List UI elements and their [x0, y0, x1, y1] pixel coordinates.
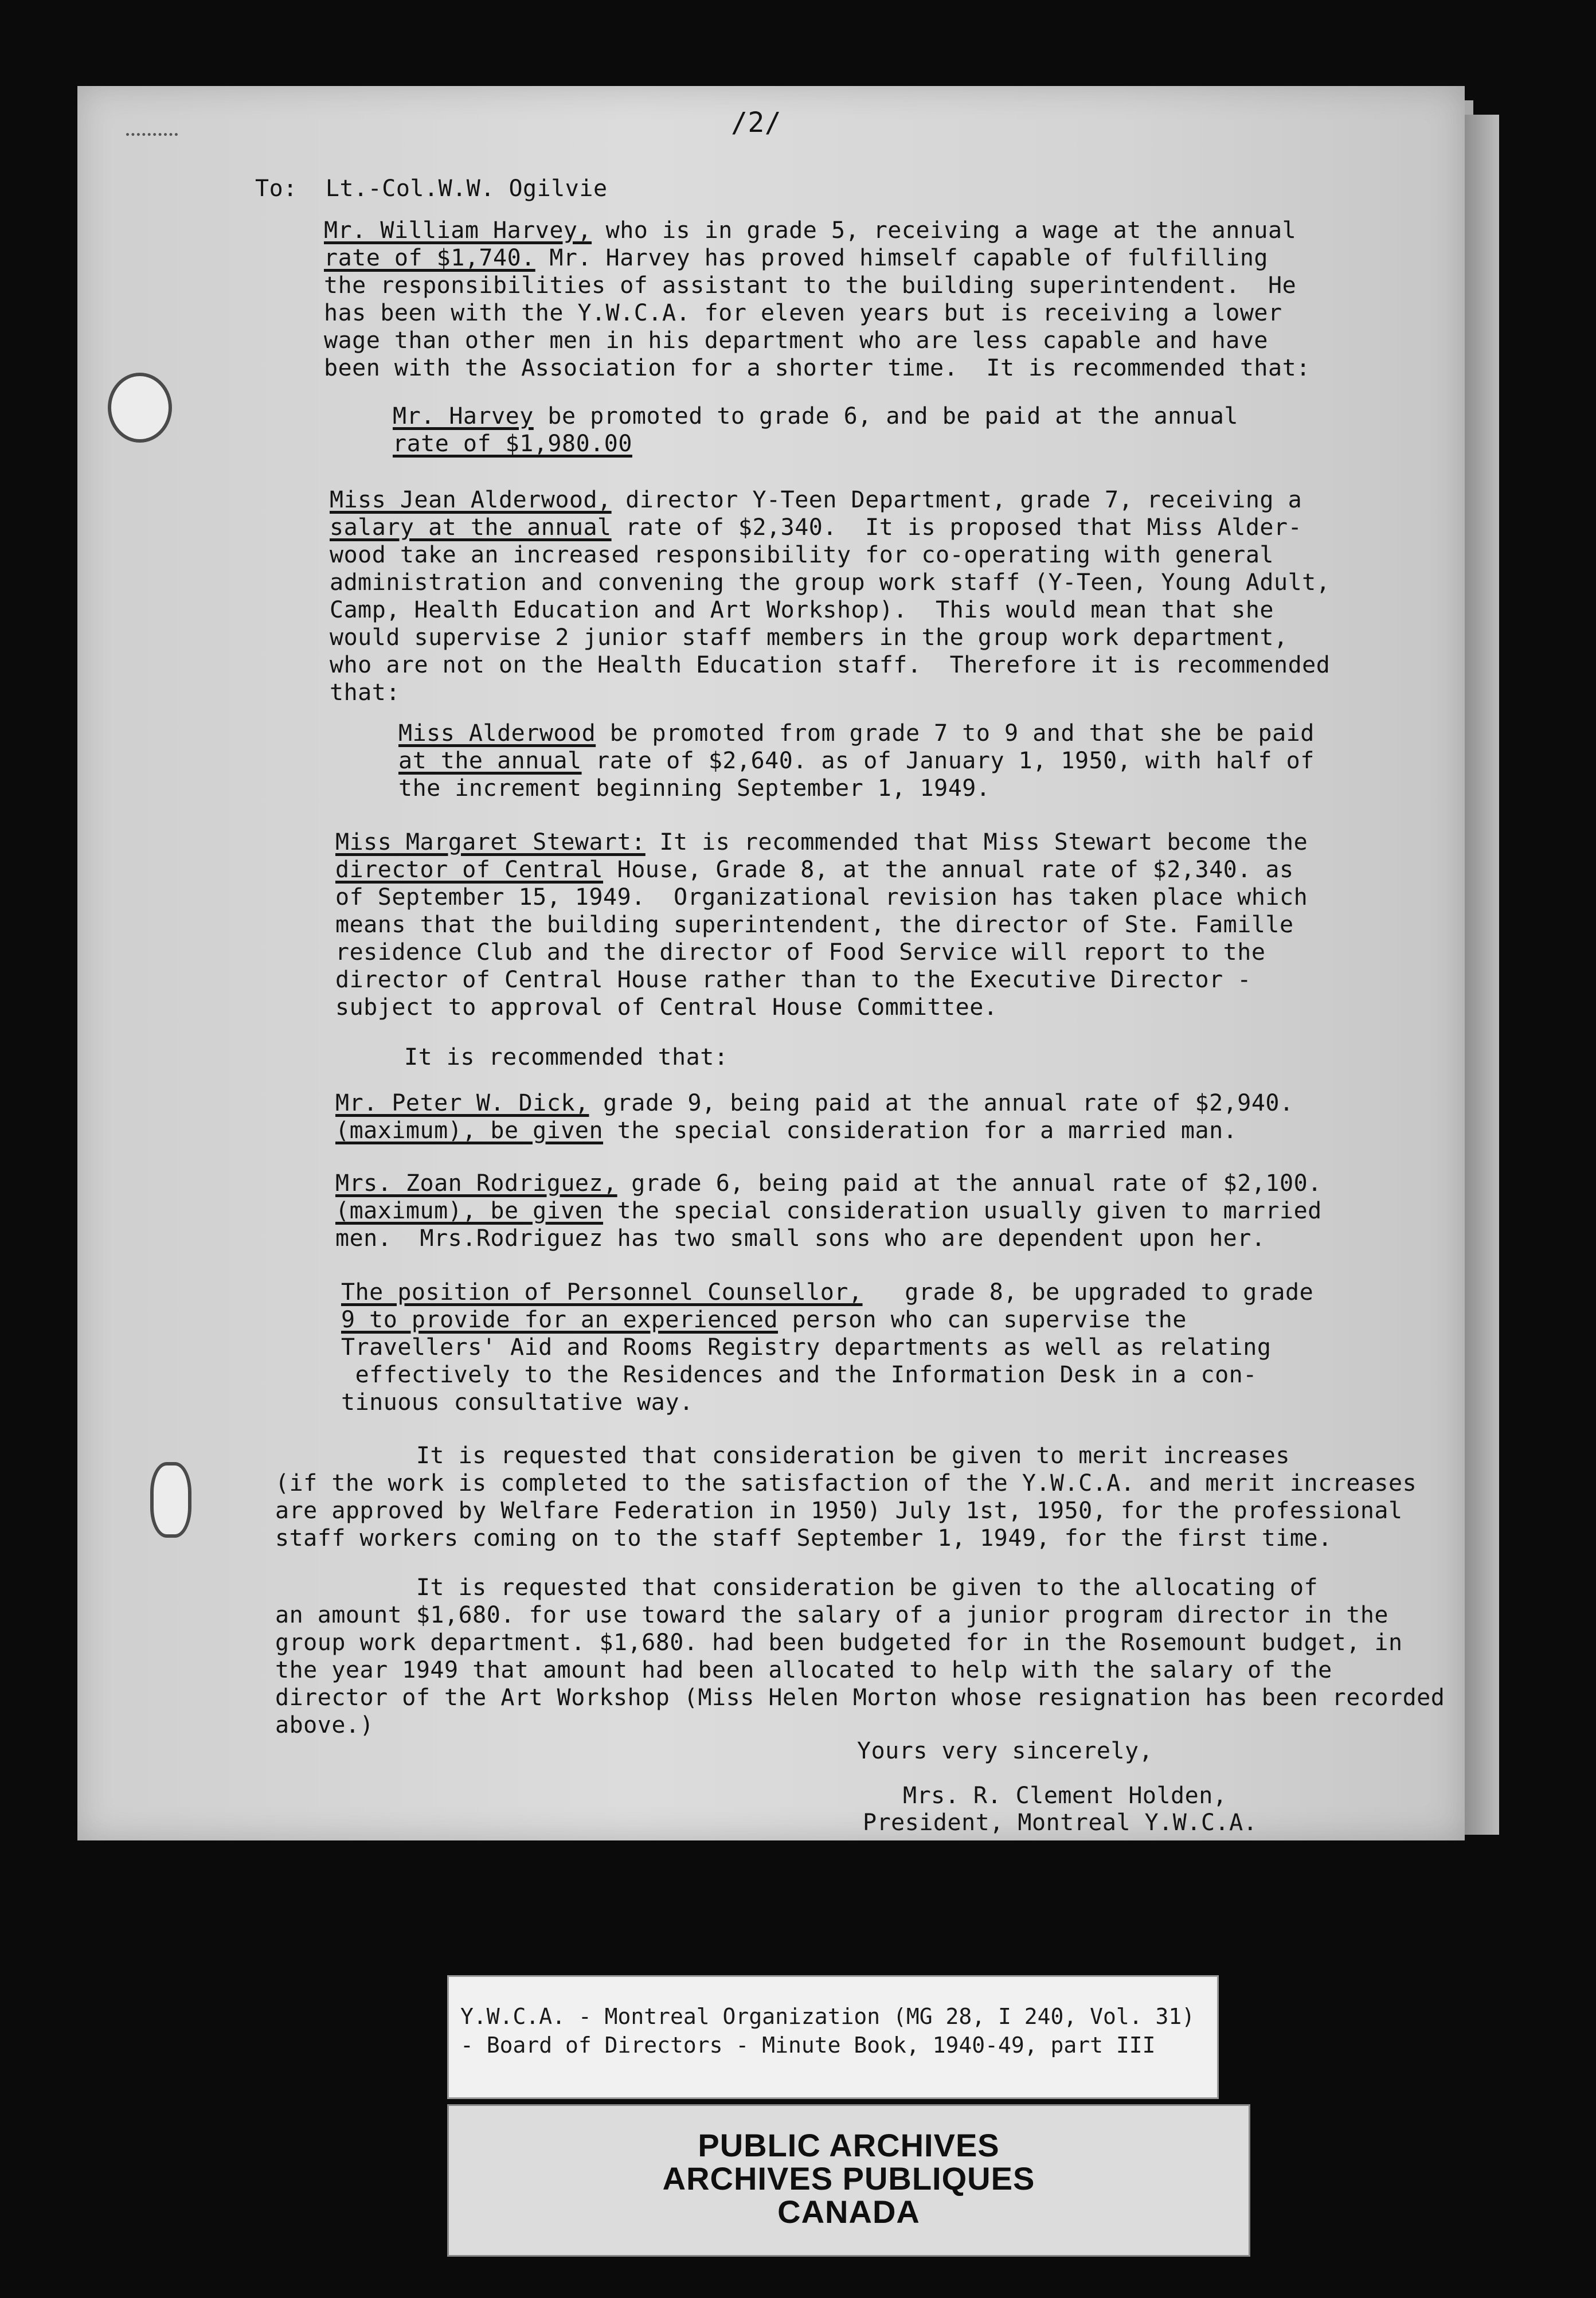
dick-maximum: (maximum), be given	[335, 1117, 604, 1144]
sheet-edge	[1465, 115, 1499, 1835]
harvey-paragraph	[324, 217, 1311, 382]
harvey-rec-line2: rate of $1,980.00	[393, 431, 632, 457]
counsellor-line4: effectively to the Residences and the Information Desk in a con-	[341, 1362, 1257, 1388]
stewart-line5: residence Club and the director of Food Service will report to the	[335, 939, 1266, 966]
harvey-line5: wage than other men in his department who are less capable and have	[324, 327, 1268, 354]
page-number: /2/	[731, 107, 782, 139]
counsellor-line5: tinuous consultative way.	[341, 1389, 694, 1416]
stewart-director: director of Central	[335, 857, 604, 883]
allocating-line4: the year 1949 that amount had been allocated to help with the salary of the	[275, 1657, 1332, 1683]
dick-name: Mr. Peter W. Dick,	[335, 1090, 589, 1116]
harvey-rate: rate of $1,740.	[324, 245, 535, 271]
alderwood-line3: wood take an increased responsibility for co-operating with general	[330, 542, 1274, 568]
counsellor-paragraph	[341, 1279, 1313, 1416]
alderwood-line1: director Y-Teen Department, grade 7, receiving a	[611, 487, 1302, 513]
alderwood-name: Miss Jean Alderwood,	[330, 487, 612, 513]
harvey-line1: who is in grade 5, receiving a wage at the annual	[592, 217, 1297, 244]
rodriguez-line3: men. Mrs.Rodriguez has two small sons who are dependent upon her.	[335, 1225, 1266, 1252]
allocating-line5: director of the Art Workshop (Miss Helen Morton whose resignation has been recorded	[275, 1685, 1445, 1711]
stewart-line7: subject to approval of Central House Committee.	[335, 994, 998, 1021]
stamp-line3: CANADA	[777, 2194, 920, 2230]
harvey-rec-name: Mr. Harvey	[393, 403, 534, 429]
rodriguez-name: Mrs. Zoan Rodriguez,	[335, 1170, 617, 1197]
harvey-name: Mr. William Harvey,	[324, 217, 592, 244]
alderwood-line7: who are not on the Health Education staff. Therefore it is recommended	[330, 652, 1331, 678]
signature-name: Mrs. R. Clement Holden,	[903, 1783, 1227, 1809]
allocating-line1: It is requested that consideration be given to the allocating of	[275, 1574, 1319, 1601]
alderwood-line4: administration and convening the group work staff (Y-Teen, Young Adult,	[330, 569, 1331, 596]
rodriguez-paragraph	[335, 1170, 1322, 1252]
alderwood-rec-name: Miss Alderwood	[398, 720, 596, 747]
counsellor-line3: Travellers' Aid and Rooms Registry departments as well as relating	[341, 1334, 1272, 1361]
merit-line2: (if the work is completed to the satisfaction of the Y.W.C.A. and merit increases	[275, 1470, 1417, 1496]
stewart-line1: It is recommended that Miss Stewart become the	[645, 829, 1308, 855]
stewart-line3: of September 15, 1949. Organizational revision has taken place which	[335, 884, 1308, 910]
merit-line3: are approved by Welfare Federation in 1950) July 1st, 1950, for the professional	[275, 1498, 1403, 1524]
alderwood-rec-line2: rate of $2,640. as of January 1, 1950, with half of	[581, 748, 1315, 774]
archive-label-line1: Y.W.C.A. - Montreal Organization (MG 28, I 240, Vol. 31)	[460, 2004, 1195, 2029]
archive-label	[447, 1975, 1219, 2099]
rodriguez-maximum: (maximum), be given	[335, 1198, 604, 1224]
signature-title: President, Montreal Y.W.C.A.	[863, 1810, 1258, 1836]
to-line: To: Lt.-Col.W.W. Ogilvie	[255, 175, 608, 202]
rodriguez-line1: grade 6, being paid at the annual rate of $2,100.	[617, 1170, 1322, 1197]
merit-paragraph	[275, 1442, 1417, 1552]
counsellor-line2: person who can supervise the	[778, 1307, 1187, 1333]
alderwood-recommendation	[398, 720, 1315, 802]
recommended-intro: It is recommended that:	[404, 1044, 729, 1070]
stewart-paragraph	[335, 828, 1308, 1021]
punch-hole-top	[108, 373, 172, 443]
stewart-name: Miss Margaret Stewart:	[335, 829, 646, 855]
alderwood-rec-line1: be promoted from grade 7 to 9 and that she be paid	[596, 720, 1315, 747]
alderwood-paragraph	[330, 486, 1330, 706]
alderwood-line2: rate of $2,340. It is proposed that Miss Alder-	[611, 514, 1302, 541]
harvey-line3: the responsibilities of assistant to the building superintendent. He	[324, 272, 1297, 299]
closing: Yours very sincerely,	[857, 1738, 1153, 1764]
stamp-line1: PUBLIC ARCHIVES	[698, 2127, 1000, 2163]
dick-paragraph	[335, 1089, 1294, 1144]
harvey-recommendation	[393, 402, 1238, 458]
stewart-line6: director of Central House rather than to the Executive Director -	[335, 967, 1251, 993]
counsellor-provide: 9 to provide for an experienced	[341, 1307, 779, 1333]
rodriguez-line2: the special consideration usually given to married	[603, 1198, 1322, 1224]
counsellor-line1: grade 8, be upgraded to grade	[862, 1279, 1314, 1306]
dick-line2: the special consideration for a married man.	[603, 1117, 1238, 1144]
stewart-line4: means that the building superintendent, the director of Ste. Famille	[335, 912, 1294, 938]
allocating-paragraph	[275, 1574, 1445, 1739]
punch-hole-bottom	[150, 1462, 191, 1538]
alderwood-rec-line3: the increment beginning September 1, 1949.	[398, 775, 991, 802]
harvey-line2: Mr. Harvey has proved himself capable of fulfilling	[535, 245, 1268, 271]
merit-line1: It is requested that consideration be given to merit increases	[275, 1443, 1290, 1469]
stewart-line2: House, Grade 8, at the annual rate of $2,340. as	[603, 857, 1294, 883]
alderwood-rec-annual: at the annual	[398, 748, 582, 774]
allocating-line2: an amount $1,680. for use toward the salary of a junior program director in the	[275, 1602, 1388, 1628]
alderwood-line5: Camp, Health Education and Art Workshop). This would mean that she	[330, 597, 1274, 623]
alderwood-line8: that:	[330, 679, 400, 706]
alderwood-salary: salary at the annual	[330, 514, 612, 541]
allocating-line6: above.)	[275, 1712, 374, 1738]
harvey-line6: been with the Association for a shorter time. It is recommended that:	[324, 355, 1311, 381]
archive-label-line2: - Board of Directors - Minute Book, 1940-49, part III	[460, 2033, 1156, 2058]
alderwood-line6: would supervise 2 junior staff members in the group work department,	[330, 624, 1288, 651]
archive-stamp	[447, 2104, 1250, 2257]
dick-line1: grade 9, being paid at the annual rate of $2,940.	[589, 1090, 1294, 1116]
counsellor-name: The position of Personnel Counsellor,	[341, 1279, 863, 1306]
harvey-rec-line1: be promoted to grade 6, and be paid at the annual	[533, 403, 1238, 429]
stamp-line2: ARCHIVES PUBLIQUES	[662, 2160, 1035, 2197]
allocating-line3: group work department. $1,680. had been budgeted for in the Rosemount budget, in	[275, 1629, 1403, 1656]
harvey-line4: has been with the Y.W.C.A. for eleven years but is receiving a lower	[324, 300, 1282, 326]
dotted-mark	[126, 133, 178, 139]
merit-line4: staff workers coming on to the staff September 1, 1949, for the first time.	[275, 1525, 1332, 1551]
